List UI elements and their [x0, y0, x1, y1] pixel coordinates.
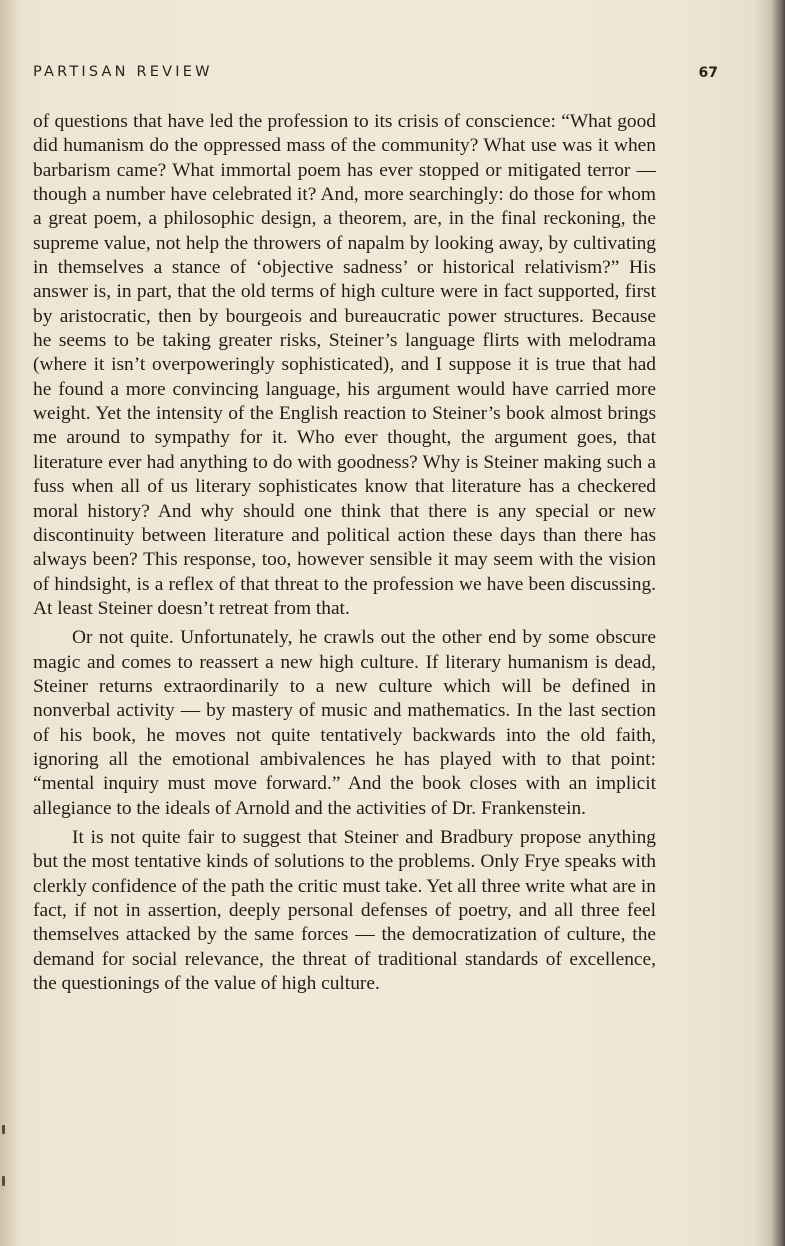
ink-speck — [2, 1176, 5, 1186]
ink-speck — [2, 1125, 5, 1134]
body-text — [33, 110, 656, 996]
running-title: PARTISAN REVIEW — [33, 64, 213, 80]
paragraph-2: Or not quite. Unfortunately, he crawls out the other end by some obscure magic and comes to reassert a new high culture. If literary humanism is dead, Steiner returns extraordinarily to a new culture which will be defined in nonverbal activity — by mastery of music and mathematics. In the last section of his book, he moves not quite tentatively backwards into the old faith, ignoring all the emotional ambivalences he has played with to that point: “mental inquiry must move forward.” And the book closes with an implicit allegiance to the ideals of Arnold and the activities of Dr. Frankenstein. — [33, 627, 656, 819]
page-edge-shadow — [771, 0, 785, 1246]
running-head — [33, 64, 718, 86]
binding-shadow — [0, 0, 18, 1246]
paragraph-1: of questions that have led the profession to its crisis of conscience: “What good did humanism do the oppressed mass of the community? What use was it when barbarism came? What immortal poem has ever stopped or mitigated terror — though a number have celebrated it? And, more searchingly: do those for whom a great poem, a philosophic design, a theorem, are, in the final reckoning, the supreme value, not help the throwers of napalm by looking away, by cultivating in themselves a stance of ‘objective sadness’ or historical relativism?” His answer is, in part, that the old terms of high culture were in fact supported, first by aristocratic, then by bourgeois and bureaucratic power structures. Because he seems to be taking greater risks, Steiner’s language flirts with melodrama (where it isn’t overpoweringly sophisticated), and I suppose it is true that had he found a more convincing language, his argument would have carried more weight. Yet the intensity of the English reaction to Steiner’s book almost brings me around to sympathy for it. Who ever thought, the argument goes, that literature ever had anything to do with goodness? Why is Steiner making such a fuss when all of us literary sophisticates know that literature has a checkered moral history? And why should one think that there is any special or new discontinuity between literature and political action these days than there has always been? This response, too, however sensible it may seem with the vision of hindsight, is a reflex of that threat to the profession we have been discussing. At least Steiner doesn’t retreat from that. — [33, 111, 656, 619]
paragraph-3: It is not quite fair to suggest that Steiner and Bradbury propose anything but the most tentative kinds of solutions to the problems. Only Frye speaks with clerkly confidence of the path the critic must take. Yet all three write what are in fact, if not in assertion, deeply personal defenses of poetry, and all three feel themselves attacked by the same forces — the democratization of culture, the demand for social relevance, the threat of traditional standards of excellence, the questionings of the value of high culture. — [33, 826, 656, 995]
page-number: 67 — [698, 65, 718, 81]
